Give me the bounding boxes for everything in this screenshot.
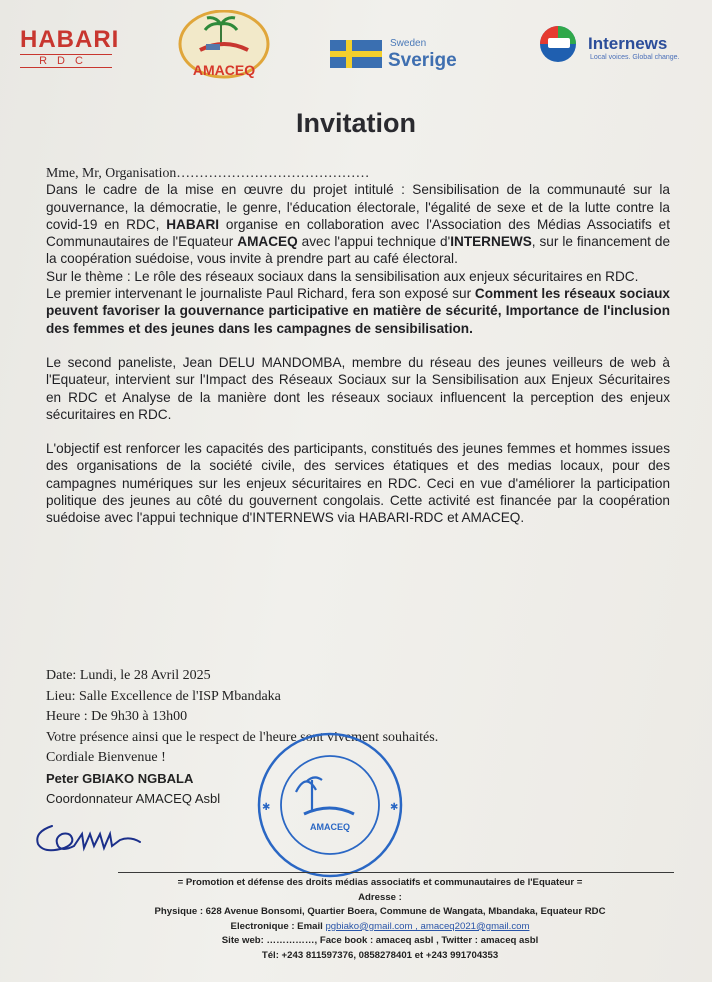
footer-divider (118, 872, 674, 873)
official-stamp-icon (252, 730, 408, 880)
event-location: Lieu: Salle Excellence de l'ISP Mbandaka (46, 688, 281, 704)
event-time: Heure : De 9h30 à 13h00 (46, 709, 188, 724)
signatory-name: Peter GBIAKO NGBALA (46, 770, 194, 786)
amaceq-logo (178, 10, 270, 80)
habari-logo-text: HABARI (20, 26, 120, 53)
footer-phone: Tél: +243 811597376, 0858278401 et +243 991704353 (261, 949, 499, 961)
paragraph-theme: Sur le thème : Le rôle des réseaux sociaux dans la sensibilisation aux enjeux sécuritaires en RDC. (46, 268, 639, 284)
footer-physical-address: Physique : 628 Avenue Bonsomi, Quartier Boera, Commune de Wangata, Mbandaka, Equateur RDC (154, 906, 606, 918)
habari-logo-subtext: RDC (20, 54, 112, 68)
svg-text:AMACEQ: AMACEQ (310, 822, 350, 832)
presence-note: Votre présence ainsi que le respect de l'heure sont vivement souhaités. (46, 729, 439, 745)
swedish-flag-icon (330, 40, 382, 68)
footer-mission: = Promotion et défense des droits médias associatifs et communautaires de l'Equateur = (177, 877, 583, 888)
paragraph-second-speaker: Le second paneliste, Jean DELU MANDOMBA, membre du réseau des jeunes veilleurs de web à l'Equateur, intervient sur l'Impact des Réseaux Sociaux sur la Sensibilisation aux Enjeux Sécuritaires en RDC et Analyse de la manière dont les réseaux sociaux influencent la perception des enjeux sécuritaires en RDC. (46, 354, 670, 422)
sweden-label: Sweden (390, 38, 427, 49)
svg-text:✱: ✱ (262, 802, 271, 813)
paragraph-objective: L'objectif est renforcer les capacités des participants, constitués des jeunes femmes et hommes issues des organisations de la société civile, des services étatiques et des medias locaux, pour des campagnes numériques sur les enjeux sécuritaires en RDC. Ceci en vue d'améliorer la participation politique des jeunes au côté du gouvernent congolais. Cette activité est financée par la coopération suédoise avec l'appui technique d'INTERNEWS via HABARI-RDC et AMACEQ. (46, 441, 670, 526)
document-title: Invitation (296, 108, 416, 138)
footer-email: Electronique : Email pgbiako@gmail.com , amaceq2021@gmail.com (230, 920, 530, 932)
internews-logo (532, 24, 702, 66)
habari-rdc-logo (20, 26, 120, 74)
letterhead-footer (100, 876, 660, 964)
footer-social: Site web: ……………, Face book : amaceq asbl , Twitter : amaceq asbl (221, 935, 539, 947)
internews-logo-text: Internews (588, 34, 668, 53)
footer-address-label: Adresse : (358, 891, 402, 903)
internews-emblem-icon (532, 24, 584, 64)
signatory-role: Coordonnateur AMACEQ Asbl (46, 791, 221, 806)
handwritten-signature-icon (30, 812, 150, 860)
salutation: Mme, Mr, Organisation…………………………………… (46, 165, 370, 180)
sweden-sverige-logo (330, 38, 470, 72)
email-link-pgbiako[interactable]: pgbiako@gmail.com (325, 920, 413, 932)
welcome-note: Cordiale Bienvenue ! (46, 750, 166, 765)
event-date: Date: Lundi, le 28 Avril 2025 (46, 668, 211, 683)
amaceq-logo-text: AMACEQ (192, 62, 256, 78)
email-link-amaceq[interactable]: amaceq2021@gmail.com (420, 920, 530, 932)
paragraph-intro: Dans le cadre de la mise en œuvre du projet intitulé : Sensibilisation de la communauté sur la gouvernance, la démocratie, le genre, l'éducation électorale, l'égalité de sexe et de la lutte contre la covid-19 en RDC, HABARI organise en collaboration avec l'Association des Médias Associatifs et Communautaires de l'Equateur AMACEQ avec l'appui technique d'INTERNEWS, sur le financement de la coopération suédoise, vous invite à prendre part au café électoral. (46, 182, 671, 267)
internews-tagline: Local voices. Global change. (590, 54, 680, 61)
paragraph-first-speaker: Le premier intervenant le journaliste Paul Richard, fera son exposé sur Comment les réseaux sociaux peuvent favoriser la gouvernance participative en matière de sécurité, Importance de l'inclusion des femmes et des jeunes dans les campagnes de sensibilisation. (46, 286, 670, 336)
svg-text:✱: ✱ (390, 802, 399, 813)
letter-body (46, 164, 670, 527)
sverige-label: Sverige (388, 50, 457, 71)
